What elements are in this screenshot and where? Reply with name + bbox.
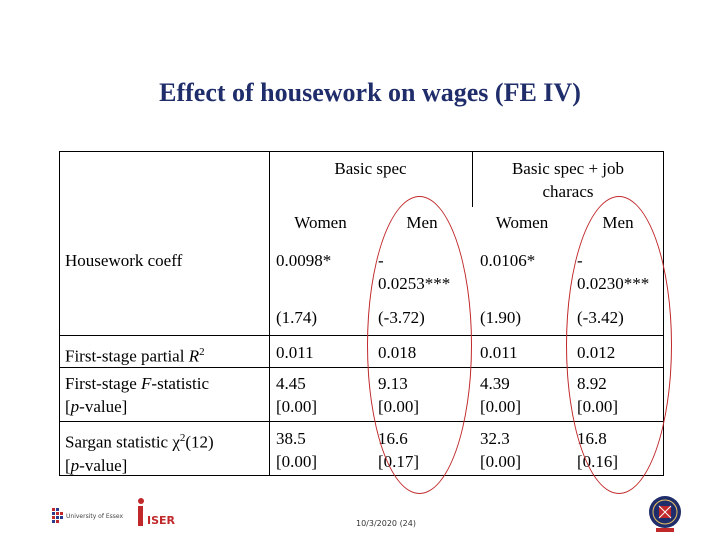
header-men: Men [602, 213, 634, 232]
label-var: R [188, 346, 200, 366]
label-text: -value] [79, 397, 128, 416]
cell-value: 0.018 [378, 343, 417, 362]
cell-value: 0.011 [276, 343, 314, 362]
label-text: First-stage [65, 374, 142, 393]
cell-value: 0.011 [480, 343, 518, 362]
label-var: p [70, 455, 80, 475]
cell-line: 8.92 [577, 374, 607, 393]
label-line [65, 427, 214, 454]
essex-logo-text: University of Essex [66, 513, 124, 520]
label-text: First-stage partial [65, 346, 189, 366]
highlight-oval [566, 196, 672, 494]
cell-line: 4.45 [276, 374, 306, 393]
cell-line: [0.00] [276, 397, 318, 416]
cell-value [276, 372, 317, 418]
cell-tstat: (1.74) [276, 308, 318, 327]
cell-line: [0.16] [577, 452, 619, 471]
label-sup: 2 [199, 346, 205, 358]
slide-title: Effect of housework on wages (FE IV) [159, 78, 581, 107]
col-divider [269, 151, 270, 476]
cell-value: 0.0098* [276, 251, 332, 270]
label-sup: 2 [179, 432, 186, 444]
cell-line: 9.13 [378, 374, 408, 393]
cell-line: [0.00] [577, 397, 619, 416]
cell-line: 16.6 [378, 429, 408, 448]
label-text: [ [65, 397, 71, 416]
header-line: characs [542, 182, 594, 201]
slide-footer-date: 10/3/2020 (24) [356, 519, 416, 528]
label-text: Sargan statistic [65, 432, 173, 452]
cell-line: 38.5 [276, 429, 306, 448]
header-women: Women [495, 213, 549, 232]
row-label-partial-r2 [65, 341, 205, 368]
cell-value [480, 427, 521, 473]
label-line [65, 395, 209, 418]
header-line: Basic spec + job [511, 159, 625, 178]
cell-tstat: (-3.42) [577, 308, 624, 327]
label-var: p [70, 397, 80, 416]
row-label-sargan [65, 427, 214, 477]
iser-logo [132, 496, 176, 532]
label-text: -statistic [151, 374, 210, 393]
cell-line: 4.39 [480, 374, 510, 393]
cell-line: [0.00] [276, 452, 318, 471]
label-var: F [141, 374, 152, 393]
cell-line: 32.3 [480, 429, 510, 448]
chi-symbol: χ [172, 432, 180, 452]
header-men: Men [406, 213, 438, 232]
cell-tstat: (1.90) [480, 308, 522, 327]
label-line [65, 454, 214, 477]
cell-value [276, 427, 317, 473]
label-text: [ [65, 455, 71, 475]
cell-line: [0.00] [480, 452, 522, 471]
cell-line: 16.8 [577, 429, 607, 448]
cell-value: 0.0106* [480, 251, 536, 270]
label-line [65, 372, 209, 395]
cell-line: - [378, 251, 384, 270]
cell-line: [0.00] [480, 397, 522, 416]
header-basic-spec-job [472, 157, 664, 203]
row-label-f-stat [65, 372, 209, 418]
cell-tstat: (-3.72) [378, 308, 425, 327]
cell-line: 0.0253*** [378, 274, 451, 293]
crest-logo [648, 495, 682, 533]
iser-logo-text: ISER [147, 514, 175, 527]
header-basic-spec: Basic spec [334, 159, 407, 178]
cell-line: 0.0230*** [577, 274, 650, 293]
row-label-housework: Housework coeff [65, 251, 183, 270]
label-text: (12) [185, 432, 214, 452]
cell-value [480, 372, 521, 418]
cell-value: 0.012 [577, 343, 616, 362]
cell-line: [0.00] [378, 397, 420, 416]
highlight-oval [367, 196, 472, 494]
header-women: Women [294, 213, 347, 232]
crest-icon [648, 495, 682, 533]
cell-line: - [577, 251, 583, 270]
label-text: -value] [79, 455, 128, 475]
cell-line: [0.17] [378, 452, 420, 471]
